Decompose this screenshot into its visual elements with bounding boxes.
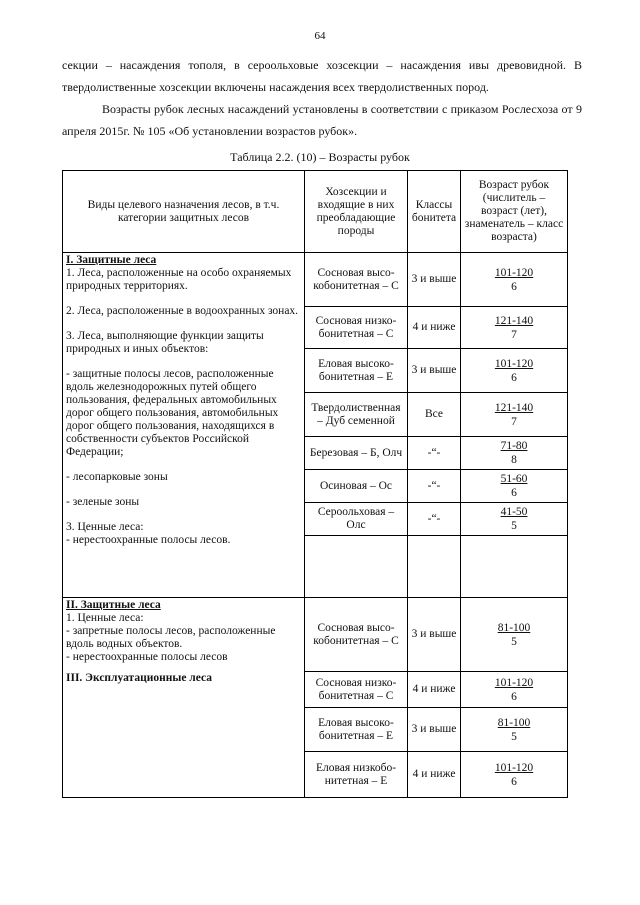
empty-cell [408,536,461,598]
bonitet-cell: 4 и ниже [408,752,461,798]
age-class: 7 [511,328,517,341]
age-value: 101-120 [494,357,534,370]
section-cell: Еловая низкобонитетная – Е [305,752,408,798]
header-sections: Хозсекции и входящие в них преобладающие породы [305,171,408,253]
age-cell [461,307,568,349]
age-cell [461,752,568,798]
age-class: 7 [511,415,517,428]
empty-cell [305,536,408,598]
left-item: - нерестоохранные полосы лесов [66,651,228,663]
left-item: - лесопарковые зоны [66,471,168,483]
age-class: 6 [511,487,517,499]
left-item: - запретные полосы лесов, расположенные вдоль водных объектов. [66,625,276,650]
header-age: Возраст рубок (числитель – возраст (лет), знаменатель – класс возраста) [461,171,568,253]
bonitet-cell: -“- [408,437,461,470]
left-item: 1. Леса, расположенные на особо охраняемых природных территориях. [66,267,292,292]
section-cell: Еловая высокобонитетная – Е [305,349,408,393]
section-title-2: II. Защитные леса [66,599,161,611]
age-value: 81-100 [497,716,531,729]
age-value: 71-80 [500,440,528,452]
section-cell: Еловая высокобонитетная – Е [305,708,408,752]
age-class: 5 [511,635,517,648]
age-value: 121-140 [494,401,534,414]
age-cell [461,349,568,393]
age-cell [461,708,568,752]
left-item: 2. Леса, расположенные в водоохранных зонах. [66,305,299,317]
age-cell [461,672,568,708]
age-value: 81-100 [497,621,531,634]
paragraph-1: секции – насаждения тополя, в сероольховые хозсекции – насаждения ивы древовидной. В твердолиственные хозсекции включены насаждения всех твердолиственных пород. [62,58,582,94]
age-cell [461,598,568,672]
table-header-row [63,171,568,253]
age-class: 6 [511,280,517,293]
age-class: 8 [511,454,517,466]
bonitet-cell: Все [408,393,461,437]
bonitet-cell: 3 и выше [408,253,461,307]
bonitet-cell: -“- [408,503,461,536]
age-class: 5 [511,730,517,743]
age-cell [461,437,568,470]
age-value: 121-140 [494,314,534,327]
left-item: - зеленые зоны [66,496,140,508]
paragraph-2: Возрасты рубок лесных насаждений установлены в соответствии с приказом Рослесхоза от 9 апреля 2015г. № 105 «Об установлении возрастов рубок». [62,102,582,138]
age-class: 6 [511,690,517,703]
bonitet-cell: 3 и выше [408,598,461,672]
valuable-forests-cell [63,598,305,798]
age-value: 101-120 [494,761,534,774]
bonitet-cell: 3 и выше [408,349,461,393]
left-item: 3. Ценные леса: [66,521,144,533]
age-cell [461,503,568,536]
section-cell: Сероольховая – Олс [305,503,408,536]
left-item: - защитные полосы лесов, расположенные вдоль железнодорожных путей общего пользования, федеральных автомобильных дорог общего пользования, автомобильных дорог общего пользования, находящихся в собственности субъектов Российской Федерации; [66,368,279,458]
bonitet-cell: 4 и ниже [408,672,461,708]
bonitet-cell: 4 и ниже [408,307,461,349]
bonitet-cell: -“- [408,470,461,503]
table-caption: Таблица 2.2. (10) – Возрасты рубок [230,150,410,164]
age-value: 101-120 [494,676,534,689]
age-value: 41-50 [500,506,528,518]
age-value: 101-120 [494,266,534,279]
section-cell: Сосновая низкобонитетная – С [305,307,408,349]
section-cell: Осиновая – Ос [305,470,408,503]
header-purpose: Виды целевого назначения лесов, в т.ч. категории защитных лесов [63,171,305,253]
section-title-1: I. Защитные леса [66,254,157,266]
section-cell: Сосновая высокобонитетная – С [305,253,408,307]
section-cell: Сосновая высокобонитетная – С [305,598,408,672]
age-cell [461,393,568,437]
age-value: 51-60 [500,473,528,485]
age-class: 5 [511,520,517,532]
bonitet-cell: 3 и выше [408,708,461,752]
left-item: - нерестоохранные полосы лесов. [66,534,231,546]
age-class: 6 [511,775,517,788]
left-item: 3. Леса, выполняющие функции защиты природных и иных объектов: [66,330,264,355]
table-row [63,598,568,672]
cutting-age-table [62,170,568,798]
section-title-3: III. Эксплуатационные леса [66,672,212,684]
age-cell [461,253,568,307]
protective-forests-cell [63,253,305,598]
empty-cell [461,536,568,598]
left-item: 1. Ценные леса: [66,612,144,624]
age-class: 6 [511,371,517,384]
section-cell: Твердолиственная – Дуб семенной [305,393,408,437]
page-number: 64 [314,30,326,42]
section-cell: Сосновая низкобонитетная – С [305,672,408,708]
header-bonitet: Классы бонитета [408,171,461,253]
section-cell: Березовая – Б, Олч [305,437,408,470]
table-row [63,253,568,307]
age-cell [461,470,568,503]
